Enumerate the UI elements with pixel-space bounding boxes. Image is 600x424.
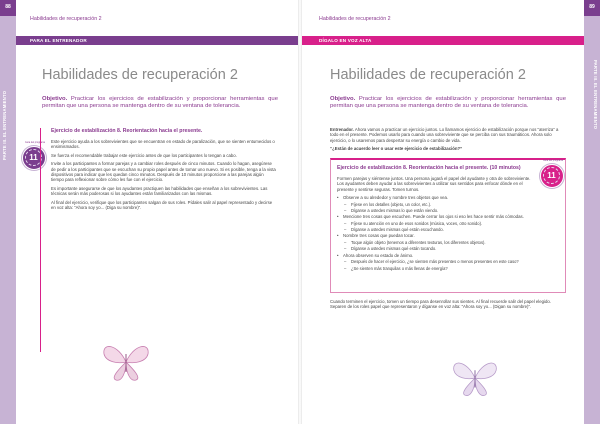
list-item: • Observe a su alrededor y nombre tres objetos que vea. <box>337 195 559 200</box>
paragraph: Al final del ejercicio, verifique que los participantes salgan de sus roles. Pídales salir al papel representado y decirse en voz alta: “Ahora soy yo... (Diga su nombre)”. <box>51 199 273 211</box>
intro-paragraph <box>330 127 566 143</box>
paragraph: Este ejercicio ayuda a los sobrevivientes que se encuentran en estado de paralización, que se sienten entumecidos o ensimismados. <box>51 139 275 150</box>
sub-item: – Díganse a ustedes mismas qué están escuchando. <box>337 227 559 232</box>
list-item: • Mencione tres cosas que escuchen. Puede cerrar los ojos si eso les hace sentir más cómodas. <box>337 214 559 219</box>
sub-item: – Toque algún objeto (tenemos a diferentes texturas, los diferentes objetos). <box>337 240 559 245</box>
paragraph: Se fuerza el recomendable trabajar este ejercicio antes de que los participantes lo tengan a cabo. <box>51 152 237 158</box>
side-strip-top <box>584 0 600 16</box>
sub-item: – Díganse a ustedes mismas qué están tocando. <box>337 246 559 251</box>
intro-text: Ahora vamos a practicar un ejercicio juntos. Lo llamamos ejercicio de estabilización porque nos “aterriza” a todo en el presente. Podemos usarlo para cuando una sobreviviente que se perciba con sus traumáticos. Ahora solo ejercicio, o lo usaremos para despertar su energía o cambio de vida. <box>330 127 559 143</box>
sub-item: – Fíjese su atención en uno de esos sonidos (música, voces, otro sonido). <box>337 221 559 226</box>
intro-label: Entrenador. <box>330 127 354 132</box>
side-label: PARTE III. EL ENTRENAMIENTO <box>593 60 598 130</box>
side-strip <box>0 0 16 424</box>
running-head: Habilidades de recuperación 2 <box>30 16 102 22</box>
sub-item: – ¿Se sienten más tranquilas o más llenas de energía? <box>337 266 559 271</box>
badge-number: 11 <box>29 153 38 162</box>
side-label: PARTE III. EL ENTRENAMIENTO <box>2 90 7 160</box>
exercise-intro: Formen parejas y siéntense juntos. Una persona jugará el papel del ayudante y otra de sobreviviente. Los ayudantes deben ayudar a las sobrevivientes a utilizar sus sentidos para enfocar dónde en el presente y sentirse seguras. Tomen turnos. <box>337 176 531 192</box>
objective-text: Practicar los ejercicios de estabilización y proporcionar herramientas que permitan que una persona se mantenga dentro de su ventana de tolerancia. <box>42 96 278 110</box>
side-strip <box>584 0 600 424</box>
objective-label: Objetivo. <box>42 96 68 102</box>
paragraph: Es importante asegurarse de que los ayudantes practiquen las habilidades que enseñan a los sobrevivientes. Las técnicas serán más poderosas si los ayudantes están familiarizados con las mismas. <box>51 185 268 197</box>
section-band: DÍGALO EN VOZ ALTA <box>300 36 584 45</box>
sub-item: – Fíjese en los detalles (objeto, un color, etc.). <box>337 202 559 207</box>
program-badge-icon <box>540 159 564 188</box>
closing-paragraph: Cuando terminen el ejercicio, tomen un tiempo para desenrollar sus sientes. Al final recuerde salir del papel elegido. Separen de los roles papel que representaron y díganse en voz alta: “Ahora soy yo... (Digan su nombre)”. <box>330 299 551 310</box>
butterfly-icon <box>100 340 152 384</box>
objective <box>330 96 566 111</box>
side-strip-top <box>0 0 16 16</box>
page-number: 88 <box>5 4 11 10</box>
exercise-title: Ejercicio de estabilización 8. Reorientación hacia el presente. (10 minutos) <box>337 165 521 171</box>
section-band: PARA EL ENTRENADOR <box>16 36 300 45</box>
objective <box>42 96 278 111</box>
exercise-title: Ejercicio de estabilización 8. Reorientación hacia el presente. <box>51 128 203 134</box>
exercise-frame <box>330 158 566 293</box>
page-title: Habilidades de recuperación 2 <box>330 67 526 83</box>
badge-caption: Guía del programa <box>25 141 45 144</box>
paragraph: Invite a los participantes a formar parejas y a cambiar roles después de cinco minutos. Cuando lo hagan, asegúrese de pedir a los participantes que se escuchan su propio papel antes de tomar uno nuevo. Si es posible, tenga a la vista dispositivos para indicar que les quedan cinco minutos. Después de 10 minutos proporcione a las parejas algún tiempo para reflexionar sobre cómo les fue con el ejercicio. <box>51 161 276 183</box>
sub-item: – Díganse a ustedes mismas lo que están viendo. <box>337 208 559 213</box>
badge-number: 11 <box>547 171 556 180</box>
list-item: • Nombre tres cosas que puedan tocar. <box>337 233 559 238</box>
page-title: Habilidades de recuperación 2 <box>42 67 238 83</box>
closing-block <box>330 299 566 313</box>
book-gutter <box>298 0 302 424</box>
badge-caption: Guía del programa <box>543 159 563 162</box>
intro-question: “¿Están de acuerdo leer o usar este ejercicio de estabilización?” <box>330 146 463 152</box>
objective-label: Objetivo. <box>330 96 356 102</box>
right-page <box>300 0 600 424</box>
objective-text: Practicar los ejercicios de estabilización y proporcionar herramientas que permitan que una persona se mantenga dentro de su ventana de tolerancia. <box>330 96 566 110</box>
sub-item: – Después de hacer el ejercicio, ¿se sienten más presentes o menos presentes en este caso? <box>337 259 559 264</box>
running-head: Habilidades de recuperación 2 <box>319 16 391 22</box>
page-number: 89 <box>589 4 595 10</box>
intro-block <box>330 127 566 155</box>
butterfly-icon <box>450 356 500 400</box>
exercise-box <box>40 128 276 352</box>
list-item: • Ahora observen su estado de ánimo. <box>337 253 559 258</box>
